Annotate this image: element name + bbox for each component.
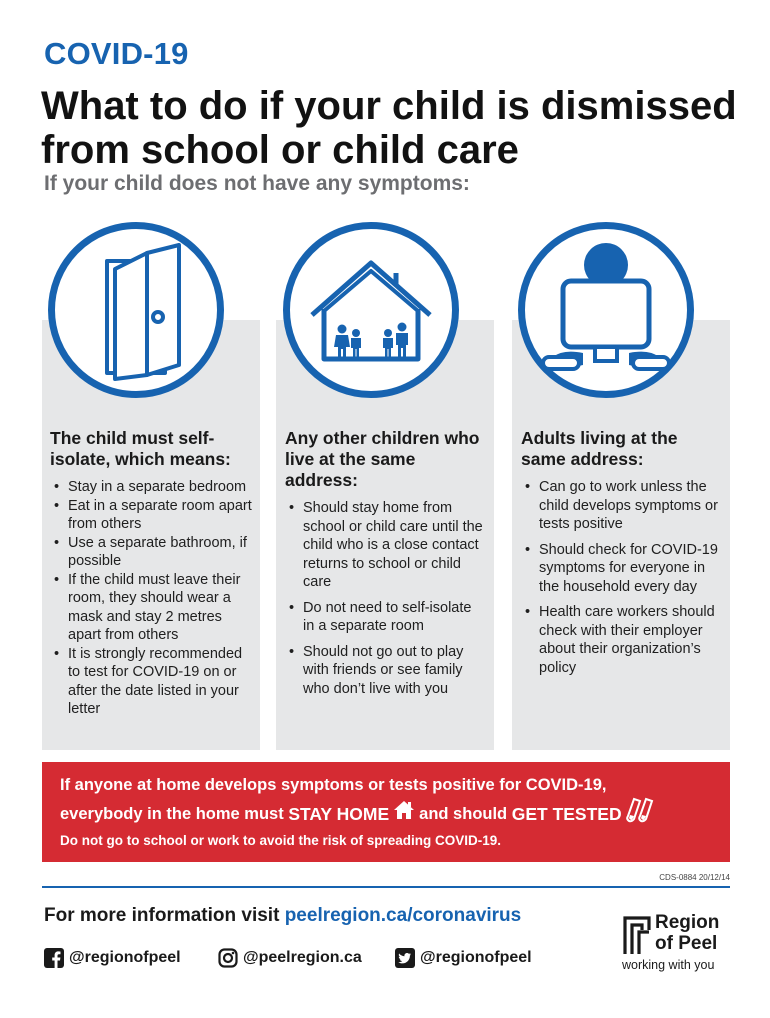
logo-name-line-2: of Peel <box>655 933 718 954</box>
list-item: • If the child must leave their room, they should wear a mask and stay 2 metres apart from others <box>50 571 256 645</box>
column-adults <box>521 428 721 684</box>
door-icon <box>48 222 224 398</box>
alert-banner <box>42 762 730 862</box>
column-heading: Adults living at the same address: <box>521 428 678 469</box>
stay-home-label: STAY HOME <box>288 804 390 824</box>
column-self-isolate <box>50 428 256 719</box>
alert-line-3: Do not go to school or work to avoid the risk of spreading COVID-19. <box>60 833 502 848</box>
column-list <box>50 478 256 719</box>
logo-name <box>655 912 719 954</box>
region-of-peel-mark-icon <box>622 914 652 954</box>
column-list <box>521 478 721 677</box>
twitter-icon <box>395 948 415 968</box>
get-tested-label: GET TESTED <box>511 804 622 824</box>
page-subtitle: If your child does not have any symptoms: <box>44 172 470 195</box>
logo-tagline: working with you <box>622 958 715 972</box>
page-title: What to do if your child is dismissed from school or child care <box>41 84 737 172</box>
more-info <box>44 905 521 927</box>
test-tubes-icon <box>626 797 656 831</box>
list-item: • Use a separate bathroom, if possible <box>50 534 256 571</box>
list-item: • Health care workers should check with their employer about their organization’s policy <box>521 603 721 677</box>
social-twitter[interactable] <box>395 948 532 968</box>
alert-line-1: If anyone at home develops symptoms or tests positive for COVID-19, <box>60 776 607 794</box>
social-handle: @regionofpeel <box>69 949 181 966</box>
list-item: • Do not need to self-isolate in a separate room <box>285 599 485 636</box>
document-code: CDS-0884 20/12/14 <box>659 873 730 882</box>
social-handle: @peelregion.ca <box>243 949 362 966</box>
instagram-icon <box>218 948 238 968</box>
list-item: • Should check for COVID-19 symptoms for everyone in the household every day <box>521 541 721 597</box>
list-item: • Should stay home from school or child care until the child who is a close contact returns to school or child care <box>285 499 485 592</box>
list-item: • Stay in a separate bedroom <box>50 478 256 497</box>
social-facebook[interactable] <box>44 948 181 968</box>
alert-line-2-start: everybody in the home must <box>60 805 284 823</box>
more-info-link[interactable]: peelregion.ca/coronavirus <box>284 905 522 926</box>
list-item: • Should not go out to play with friends or see family who don’t live with you <box>285 643 485 699</box>
footer-divider <box>42 886 730 888</box>
house-with-children-icon <box>283 222 459 398</box>
facebook-icon <box>44 948 64 968</box>
column-list <box>285 499 485 698</box>
list-item: • Eat in a separate room apart from others <box>50 497 256 534</box>
column-heading: The child must self-isolate, which means: <box>50 428 231 469</box>
column-heading: Any other children who live at the same address: <box>285 428 480 490</box>
more-info-label: For more information visit <box>44 905 280 926</box>
column-other-children <box>285 428 485 705</box>
list-item: • It is strongly recommended to test for COVID-19 on or after the date listed in your letter <box>50 645 256 719</box>
alert-line-2-mid: and should <box>419 805 508 823</box>
logo-name-line-1: Region <box>655 912 720 933</box>
list-item: • Can go to work unless the child develops symptoms or tests positive <box>521 478 721 534</box>
person-at-computer-icon <box>518 222 694 398</box>
social-instagram[interactable] <box>218 948 362 968</box>
kicker-label: COVID-19 <box>44 36 189 71</box>
alert-line-2 <box>60 797 714 831</box>
social-handle: @regionofpeel <box>420 949 532 966</box>
home-icon <box>393 800 415 828</box>
region-of-peel-logo <box>622 912 742 974</box>
